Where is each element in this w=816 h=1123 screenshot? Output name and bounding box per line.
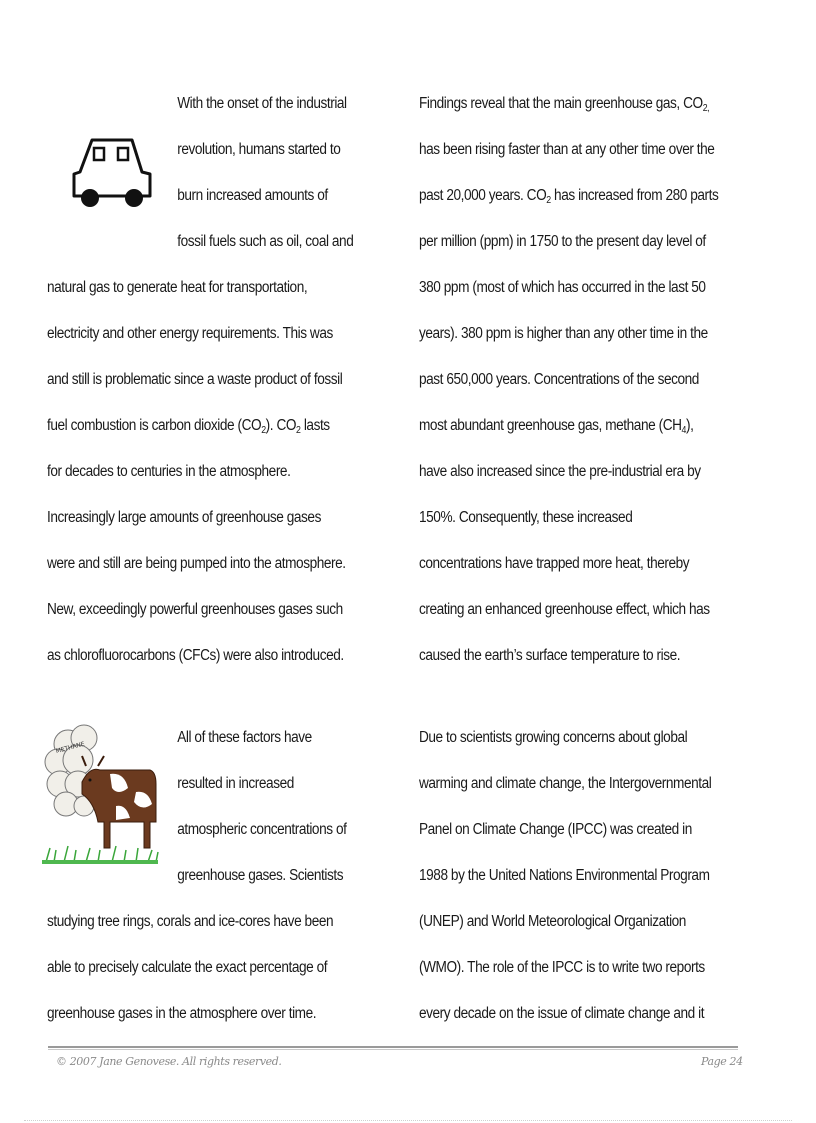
footer-divider xyxy=(48,1046,738,1048)
text-line: warming and climate change, the Intergovernmental xyxy=(419,775,712,792)
text-line: past 20,000 years. $CO_2$ has increased from 280 parts xyxy=(419,187,719,206)
text-line: New, exceedingly powerful greenhouses gases such xyxy=(47,601,343,618)
text-line: Panel on Climate Change (IPCC) was created in xyxy=(419,821,692,838)
text-line: as chlorofluorocarbons (CFCs) were also introduced. xyxy=(47,647,344,664)
text-line: greenhouse gases in the atmosphere over time. xyxy=(47,1005,317,1022)
text-line: All of these factors have xyxy=(177,729,312,746)
page-edge-divider xyxy=(24,1120,792,1121)
text-line: able to precisely calculate the exact percentage of xyxy=(47,959,328,976)
text-line: 380 ppm (most of which has occurred in the last 50 xyxy=(419,279,706,296)
text-line: With the onset of the industrial xyxy=(177,95,347,112)
cow-cloud-text: METHANE xyxy=(55,740,86,756)
car-icon xyxy=(70,136,154,212)
text-line: studying tree rings, corals and ice-cores have been xyxy=(47,913,334,930)
text-line: (WMO). The role of the IPCC is to write two reports xyxy=(419,959,705,976)
text-line: most abundant greenhouse gas, methane $(CH_4)$, xyxy=(419,417,694,436)
text-line: fossil fuels such as oil, coal and xyxy=(177,233,354,250)
text-line: electricity and other energy requirements. This was xyxy=(47,325,333,342)
text-line: concentrations have trapped more heat, thereby xyxy=(419,555,690,572)
text-line: 150%. Consequently, these increased xyxy=(419,509,633,526)
text-line: creating an enhanced greenhouse effect, which has xyxy=(419,601,710,618)
text-line: 1988 by the United Nations Environmental Program xyxy=(419,867,710,884)
text-line: fuel combustion is carbon dioxide $(CO_2)$. $CO_2$ lasts xyxy=(47,417,330,436)
text-line: Findings reveal that the main greenhouse gas, $CO_{2,}$ xyxy=(419,95,710,114)
text-line: were and still are being pumped into the atmosphere. xyxy=(47,555,346,572)
text-line: atmospheric concentrations of xyxy=(177,821,347,838)
text-line: has been rising faster than at any other time over the xyxy=(419,141,715,158)
text-line: every decade on the issue of climate change and it xyxy=(419,1005,705,1022)
text-line: resulted in increased xyxy=(177,775,294,792)
text-line: Increasingly large amounts of greenhouse gases xyxy=(47,509,321,526)
page-number: Page 24 xyxy=(701,1055,743,1068)
text-line: per million (ppm) in 1750 to the present day level of xyxy=(419,233,706,250)
text-line: for decades to centuries in the atmosphere. xyxy=(47,463,291,480)
text-line: Due to scientists growing concerns about global xyxy=(419,729,688,746)
text-line: past 650,000 years. Concentrations of the second xyxy=(419,371,699,388)
text-line: have also increased since the pre-industrial era by xyxy=(419,463,701,480)
text-line: greenhouse gases. Scientists xyxy=(177,867,344,884)
text-line: burn increased amounts of xyxy=(177,187,328,204)
text-line: caused the earth’s surface temperature to rise. xyxy=(419,647,681,664)
text-line: revolution, humans started to xyxy=(177,141,341,158)
cow-methane-icon xyxy=(38,722,160,866)
text-line: years). 380 ppm is higher than any other time in the xyxy=(419,325,708,342)
text-line: natural gas to generate heat for transportation, xyxy=(47,279,308,296)
text-line: (UNEP) and World Meteorological Organization xyxy=(419,913,686,930)
footer-copyright: © 2007 Jane Genovese. All rights reserved. xyxy=(56,1055,282,1068)
footer-divider-light xyxy=(48,1049,738,1050)
text-line: and still is problematic since a waste product of fossil xyxy=(47,371,343,388)
